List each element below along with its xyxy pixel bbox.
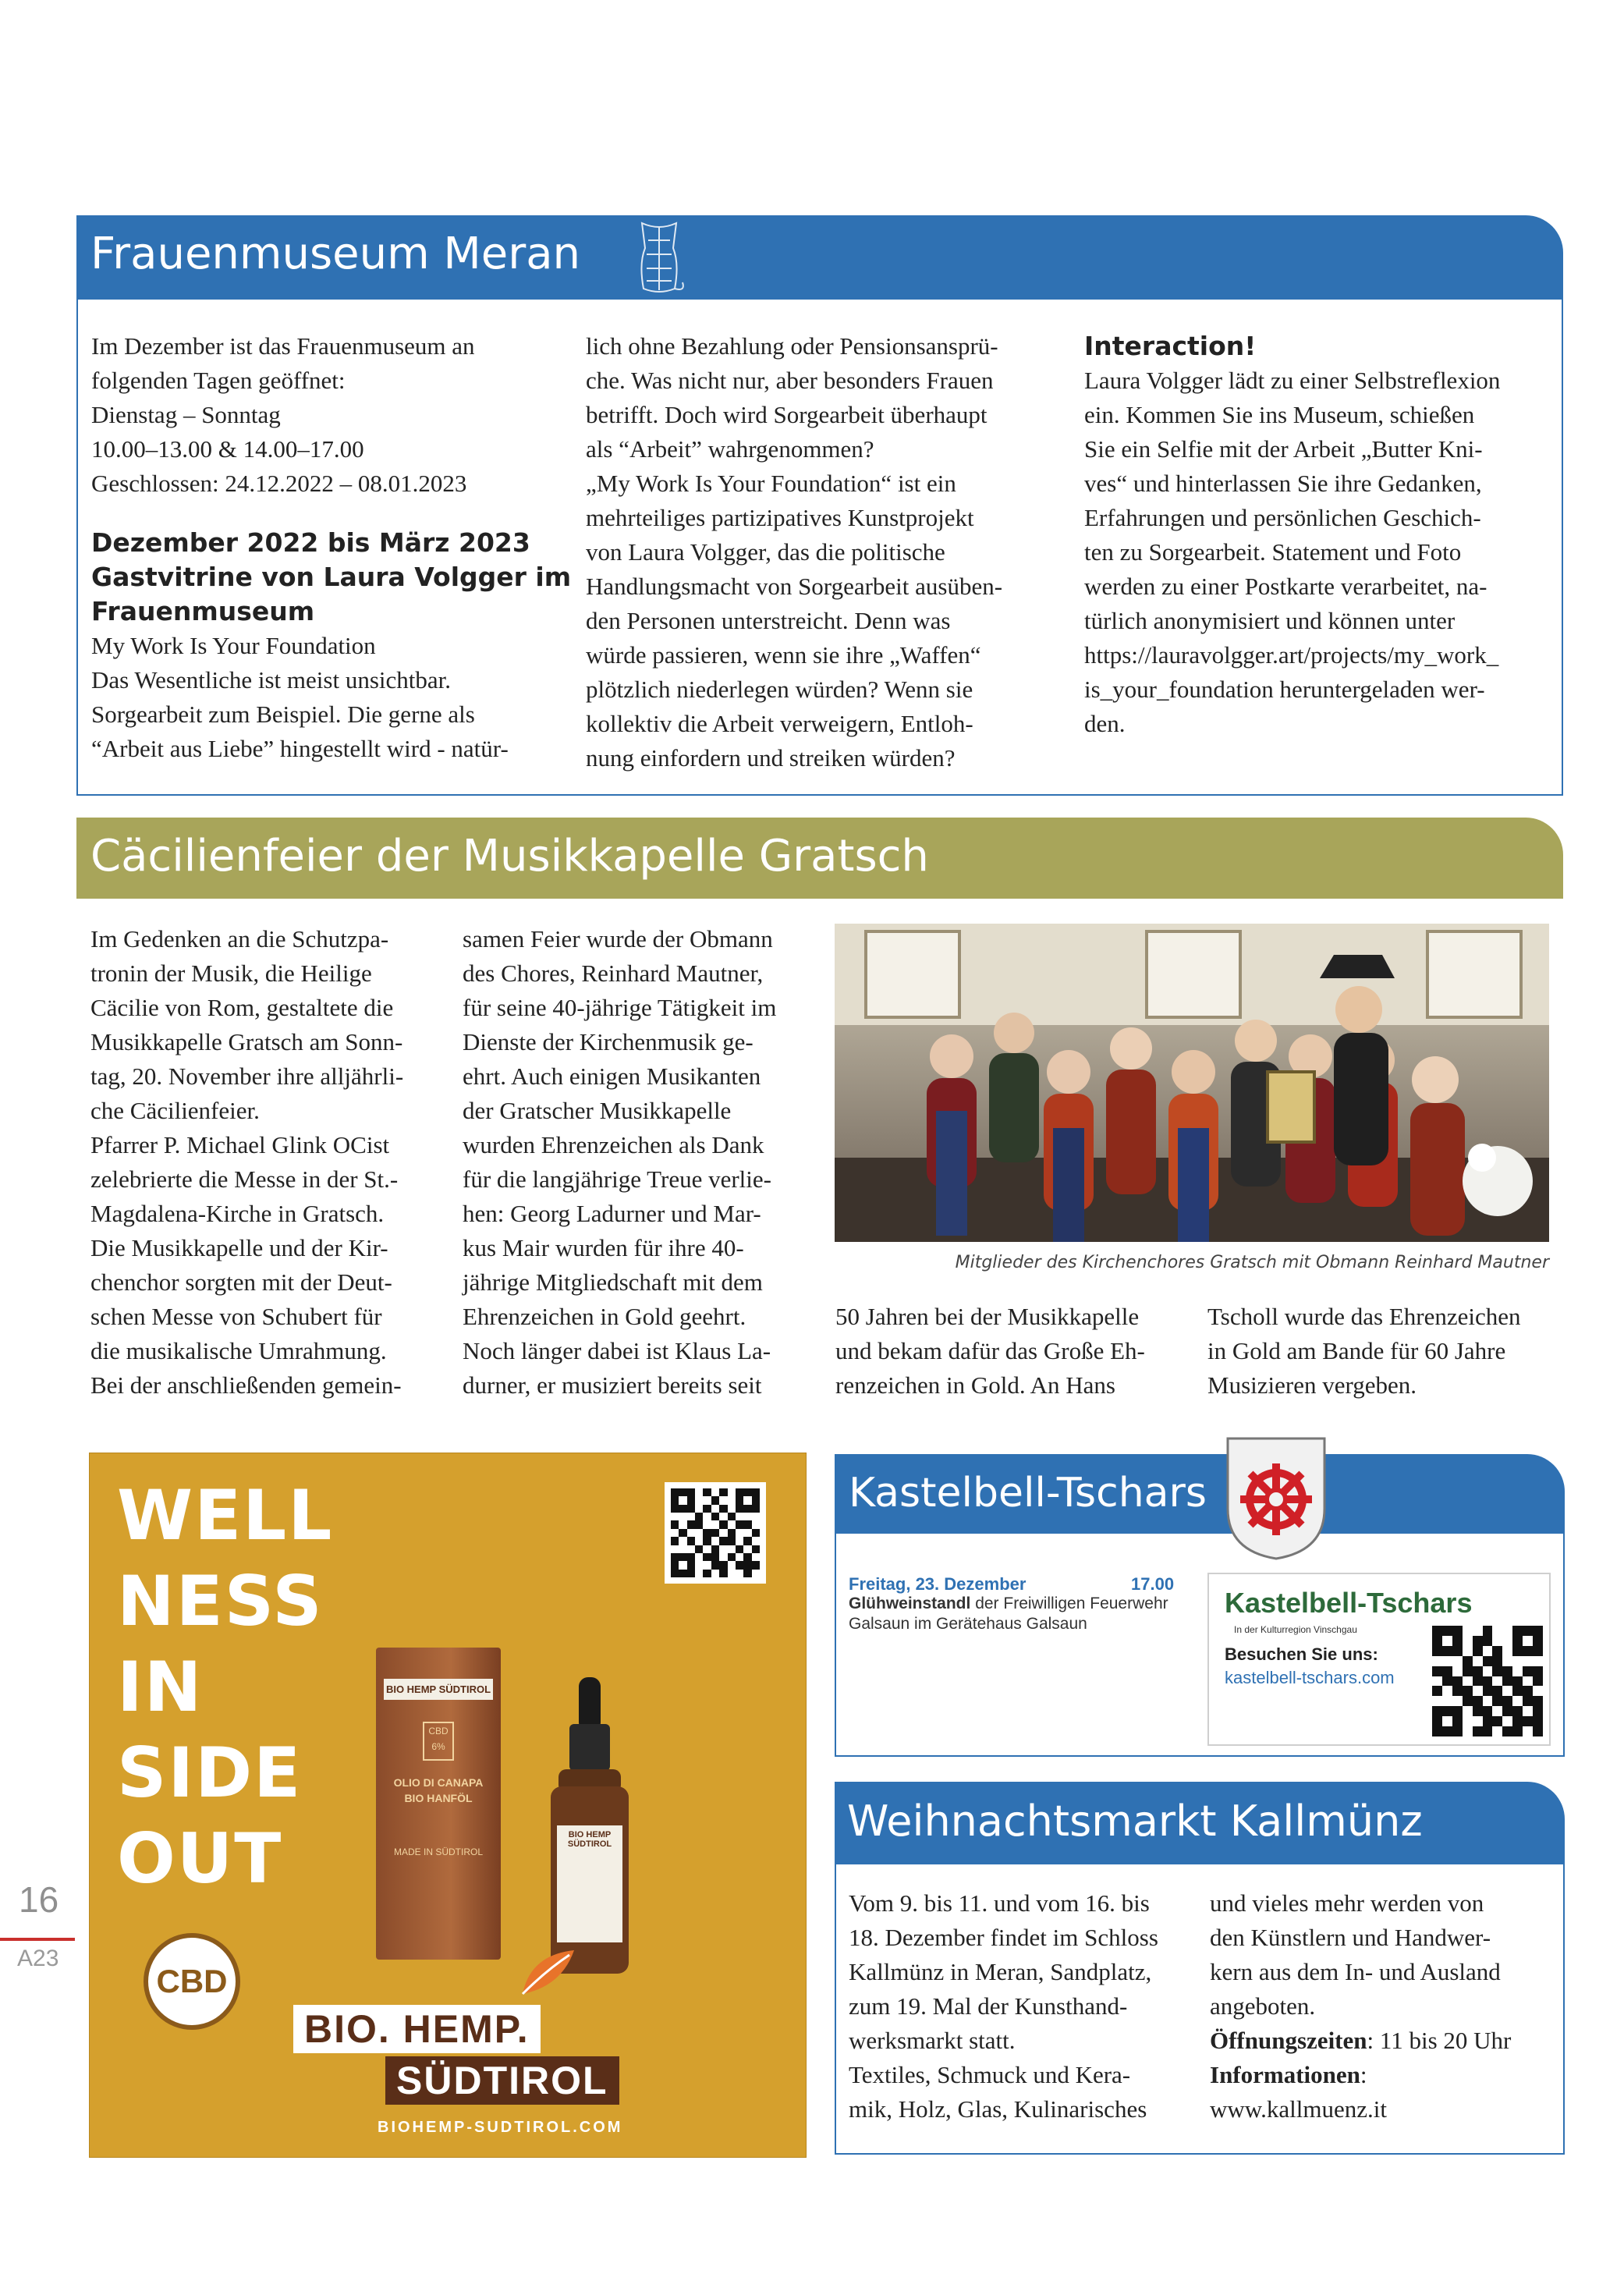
text-line: zelebrierte die Messe in der St.- — [90, 1165, 399, 1193]
kastelbell-title: Kastelbell-Tschars — [849, 1470, 1207, 1517]
kallmuenz-title: Weihnachtsmarkt Kallmünz — [847, 1797, 1423, 1846]
text-line: ehrt. Auch einigen Musikanten — [463, 1062, 761, 1090]
text-line: für seine 40-jährige Tätigkeit im — [463, 994, 777, 1021]
ad-website[interactable]: BIOHEMP-SUDTIROL.COM — [378, 2119, 623, 2136]
text-line: türlich anonymisiert und können unter — [1084, 607, 1456, 634]
headline-line: WELL — [117, 1475, 334, 1556]
interaction-heading: Interaction! — [1084, 331, 1257, 361]
text-line: Bei der anschließenden gemein- — [90, 1371, 402, 1399]
caecilien-column-3 — [835, 1300, 1194, 1403]
text-line: Noch länger dabei ist Klaus La- — [463, 1337, 771, 1364]
text-line: würde passieren, wenn sie ihre „Waffen“ — [586, 641, 981, 669]
leaf-icon — [515, 1947, 577, 2002]
product-box — [376, 1648, 501, 1960]
text-line: in Gold am Bande für 60 Jahre — [1207, 1337, 1506, 1364]
text-line: mehrteiliges partizipatives Kunstprojekt — [586, 504, 974, 531]
info-label: Informationen — [1210, 2061, 1360, 2088]
text-line: den. — [1084, 710, 1126, 737]
text-line: Ehrenzeichen in Gold geehrt. — [463, 1303, 746, 1330]
text-line: 10.00–13.00 & 14.00–17.00 — [91, 435, 364, 463]
text-line: renzeichen in Gold. An Hans — [835, 1371, 1115, 1399]
kastelbell-promo-url[interactable]: kastelbell-tschars.com — [1225, 1668, 1395, 1687]
text-line: Kallmünz in Meran, Sandplatz, — [849, 1958, 1152, 1985]
text-line: My Work Is Your Foundation — [91, 632, 376, 659]
ad-qr-code[interactable] — [665, 1482, 766, 1584]
text-line: lich ohne Bezahlung oder Pensionsansprü- — [586, 332, 998, 360]
text-line: der Gratscher Musikkapelle — [463, 1097, 732, 1124]
caecilien-column-1 — [90, 922, 434, 1403]
text-line: Tscholl wurde das Ehrenzeichen — [1207, 1303, 1521, 1330]
text-line: den Künstlern und Handwer- — [1210, 1924, 1491, 1951]
text-line: jährige Mitgliedschaft mit dem — [463, 1268, 763, 1296]
box-cbd: CBD 6% — [423, 1722, 454, 1761]
opening-hours — [1210, 2024, 1553, 2058]
kastelbell-event-line1 — [849, 1595, 1168, 1613]
text-line: angeboten. — [1210, 1992, 1316, 2020]
caecilien-title: Cäcilienfeier der Musikkapelle Gratsch — [90, 831, 929, 882]
text-line: plötzlich niederlegen würden? Wenn sie — [586, 676, 973, 703]
text-line: Das Wesentliche ist meist unsichtbar. — [91, 666, 451, 694]
headline-line: IN — [117, 1647, 204, 1727]
subheading-line: Gastvitrine von Laura Volgger im — [91, 562, 572, 592]
hours-value: : 11 bis 20 Uhr — [1367, 2027, 1512, 2054]
bottle-label: BIO HEMP SÜDTIROL — [567, 1830, 612, 1849]
cbd-badge-label: CBD — [156, 1963, 228, 1999]
info-colon: : — [1360, 2061, 1367, 2088]
text-line: Textiles, Schmuck und Kera- — [849, 2061, 1131, 2088]
text-line: betrifft. Doch wird Sorgearbeit überhaupt — [586, 401, 988, 428]
kastelbell-event-text-1: der Freiwilligen Feuerwehr — [975, 1595, 1168, 1612]
text-line: Vom 9. bis 11. und vom 16. bis — [849, 1889, 1150, 1917]
info-url[interactable]: www.kallmuenz.it — [1210, 2095, 1387, 2123]
text-line: Handlungsmacht von Sorgearbeit ausüben- — [586, 573, 1003, 600]
headline-line: SIDE — [117, 1733, 303, 1813]
text-line: tag, 20. November ihre alljährli- — [90, 1062, 404, 1090]
photo-caption: Mitglieder des Kirchenchores Gratsch mit Obmann Reinhard Mautner — [955, 1253, 1549, 1272]
text-line: https://lauravolgger.art/projects/my_work_ — [1084, 641, 1499, 669]
text-line: kus Mair wurden für ihre 40- — [463, 1234, 744, 1261]
text-line: 50 Jahren bei der Musikkapelle — [835, 1303, 1140, 1330]
caecilien-column-4 — [1207, 1300, 1566, 1403]
page-number: 16 — [19, 1879, 59, 1920]
frauenmuseum-column-3 — [1084, 329, 1552, 741]
information — [1210, 2058, 1553, 2092]
text-line: kollektiv die Arbeit verweigern, Entloh- — [586, 710, 973, 737]
cbd-badge — [144, 1933, 240, 2030]
kastelbell-promo-visit: Besuchen Sie uns: — [1225, 1644, 1378, 1664]
hours-label: Öffnungszeiten — [1210, 2027, 1367, 2054]
corset-icon — [628, 217, 690, 298]
kastelbell-promo-sub: In der Kulturregion Vinschgau — [1234, 1624, 1357, 1635]
text-line: ten zu Sorgearbeit. Statement und Foto — [1084, 538, 1462, 566]
text-line: chenchor sorgten mit der Deut- — [90, 1268, 392, 1296]
text-line: und bekam dafür das Große Eh- — [835, 1337, 1145, 1364]
brand-wordmark-line1: BIO. HEMP. — [293, 2005, 541, 2053]
text-line: Musikkapelle Gratsch am Sonn- — [90, 1028, 403, 1055]
kastelbell-promo-title: Kastelbell-Tschars — [1225, 1587, 1473, 1619]
kallmuenz-column-1 — [849, 1886, 1200, 2127]
subheading-line: Dezember 2022 bis März 2023 — [91, 527, 530, 558]
text-line: “Arbeit aus Liebe” hingestellt wird - natür- — [91, 735, 509, 762]
text-line: die musikalische Umrahmung. — [90, 1337, 387, 1364]
text-line: Im Gedenken an die Schutzpa- — [90, 925, 389, 952]
kastelbell-event-name: Glühweinstandl — [849, 1595, 971, 1612]
text-line: den Personen unterstreicht. Denn was — [586, 607, 951, 634]
text-line: für die langjährige Treue verlie- — [463, 1165, 771, 1193]
text-line: hen: Georg Ladurner und Mar- — [463, 1200, 761, 1227]
frauenmuseum-column-2 — [586, 329, 1054, 775]
text-line: Die Musikkapelle und der Kir- — [90, 1234, 388, 1261]
text-line: Cäcilie von Rom, gestaltete die — [90, 994, 394, 1021]
page-code: A23 — [17, 1946, 59, 1971]
box-brand: BIO HEMP SÜDTIROL — [384, 1679, 493, 1700]
text-line: zum 19. Mal der Kunsthand- — [849, 1992, 1128, 2020]
kastelbell-event-line2: Galsaun im Gerätehaus Galsaun — [849, 1615, 1087, 1633]
text-line: nung einfordern und streiken würden? — [586, 744, 956, 772]
headline-line: NESS — [117, 1561, 324, 1641]
text-line: ein. Kommen Sie ins Museum, schießen — [1084, 401, 1475, 428]
text-line: ves“ und hinterlassen Sie ihre Gedanken, — [1084, 470, 1482, 497]
dropper-bottle — [543, 1677, 636, 1974]
text-line: werden zu einer Postkarte verarbeitet, na- — [1084, 573, 1487, 600]
text-line: folgenden Tagen geöffnet: — [91, 367, 346, 394]
text-line: von Laura Volgger, das die politische — [586, 538, 945, 566]
text-line: Sie ein Selfie mit der Arbeit „Butter Kni- — [1084, 435, 1483, 463]
text-line: durner, er musiziert bereits seit — [463, 1371, 762, 1399]
text-line: 18. Dezember findet im Schloss — [849, 1924, 1158, 1951]
text-line: tronin der Musik, die Heilige — [90, 960, 372, 987]
text-line: Im Dezember ist das Frauenmuseum an — [91, 332, 475, 360]
text-line: che. Was nicht nur, aber besonders Frauen — [586, 367, 994, 394]
box-text: OLIO DI CANAPA BIO HANFÖL — [393, 1776, 484, 1804]
text-line: Dienstag – Sonntag — [91, 401, 281, 428]
subheading-line: Frauenmuseum — [91, 596, 315, 626]
text-line: des Chores, Reinhard Mautner, — [463, 960, 764, 987]
kastelbell-qr-code[interactable] — [1432, 1626, 1543, 1736]
text-line: Sorgearbeit zum Beispiel. Die gerne als — [91, 701, 475, 728]
text-line: kern aus dem In- und Ausland — [1210, 1958, 1501, 1985]
text-line: mik, Holz, Glas, Kulinarisches — [849, 2095, 1147, 2123]
text-line: Dienste der Kirchenmusik ge- — [463, 1028, 753, 1055]
choir-group-photo — [835, 924, 1549, 1242]
text-line: samen Feier wurde der Obmann — [463, 925, 773, 952]
frauenmuseum-title: Frauenmuseum Meran — [90, 229, 581, 279]
brand-wordmark-line2: SÜDTIROL — [385, 2056, 619, 2105]
ad-headline — [117, 1473, 333, 1902]
headline-line: OUT — [117, 1818, 283, 1899]
kallmuenz-column-2 — [1210, 1886, 1553, 2127]
page-margin-rule — [0, 1938, 75, 1941]
text-line: werksmarkt statt. — [849, 2027, 1016, 2054]
text-line: che Cäcilienfeier. — [90, 1097, 260, 1124]
text-line: wurden Ehrenzeichen als Dank — [463, 1131, 764, 1158]
frauenmuseum-column-1 — [91, 329, 572, 766]
text-line: Musizieren vergeben. — [1207, 1371, 1417, 1399]
text-line: schen Messe von Schubert für — [90, 1303, 382, 1330]
text-line: Pfarrer P. Michael Glink OCist — [90, 1131, 390, 1158]
text-line: Erfahrungen und persönlichen Geschich- — [1084, 504, 1481, 531]
text-line: Geschlossen: 24.12.2022 – 08.01.2023 — [91, 470, 467, 497]
text-line: Laura Volgger lädt zu einer Selbstreflexion — [1084, 367, 1501, 394]
box-made: MADE IN SÜDTIROL — [393, 1846, 483, 1857]
text-line: „My Work Is Your Foundation“ ist ein — [586, 470, 956, 497]
text-line: und vieles mehr werden von — [1210, 1889, 1484, 1917]
text-line: is_your_foundation heruntergeladen wer- — [1084, 676, 1485, 703]
kastelbell-event-date: Freitag, 23. Dezember — [849, 1574, 1027, 1594]
text-line: als “Arbeit” wahrgenommen? — [586, 435, 874, 463]
kastelbell-event-time: 17.00 — [1131, 1574, 1175, 1594]
text-line: Magdalena-Kirche in Gratsch. — [90, 1200, 385, 1227]
caecilien-column-2 — [463, 922, 814, 1403]
